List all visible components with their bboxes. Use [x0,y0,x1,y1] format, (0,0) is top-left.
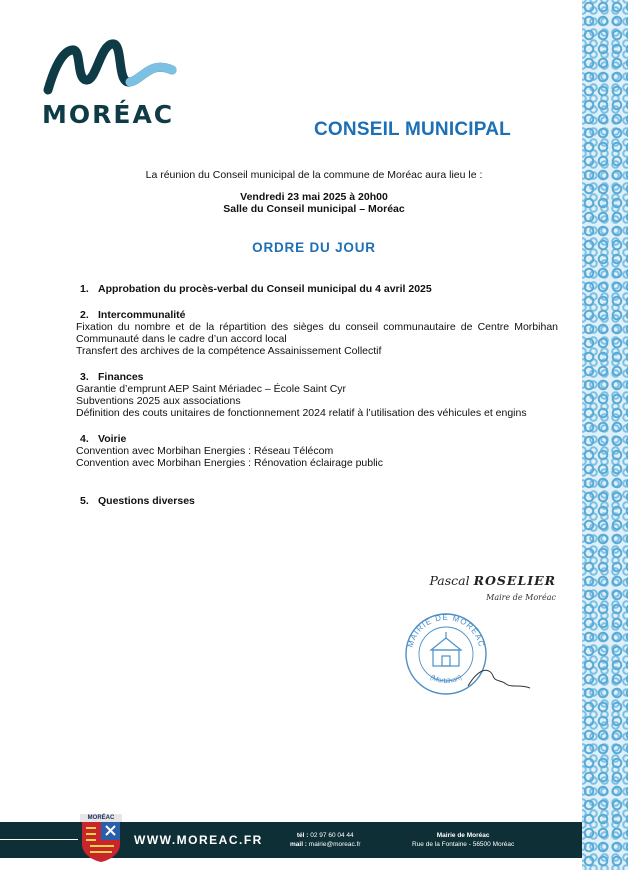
section-number: 1. [80,283,89,295]
agenda-item: Transfert des archives de la compétence Assainissement Collectif [76,345,382,357]
coat-of-arms [80,814,122,862]
mairie-info [412,831,514,849]
section-title-text: Voirie [98,433,127,445]
official-stamp [398,606,548,702]
section-number: 2. [80,309,89,321]
agenda-item: Définition des couts unitaires de fonctionnement 2024 relatif à l’utilisation des véhicules et engins [76,407,527,419]
stamp-bottom-text: (Morbihan) [428,674,464,686]
tel-label: tél : [296,832,309,839]
section-title-text: Questions diverses [98,495,195,507]
footer [0,815,582,858]
mairie-title: Mairie de Moréac [436,832,490,839]
agenda-list [76,283,558,507]
agenda-section-title [76,495,558,507]
agenda-section-title [76,433,558,445]
logo-wave-icon [42,38,177,96]
footer-divider [0,839,78,840]
agenda-item: Convention avec Morbihan Energies : Réseau Télécom [76,445,334,457]
page-title: CONSEIL MUNICIPAL [314,119,511,140]
agenda-section-3 [76,371,558,419]
agenda-section-2 [76,309,558,357]
agenda-section-title [76,371,558,383]
agenda-section-1 [76,283,558,295]
section-number: 4. [80,433,89,445]
stamp-top-text: MAIRIE DE MORÉAC [405,612,487,649]
meeting-place: Salle du Conseil municipal – Moréac [223,203,405,215]
agenda-section-4 [76,433,558,469]
website-link[interactable]: WWW.MOREAC.FR [134,833,263,847]
section-number: 5. [80,495,89,507]
mairie-address: Rue de la Fontaine - 56500 Moréac [412,841,515,848]
agenda-item: Subventions 2025 aux associations [76,395,241,407]
agenda-section-title [76,283,558,295]
crest-label: MORÉAC [80,814,122,822]
agenda-item: Fixation du nombre et de la répartition des sièges du conseil communautaire de Centre Morbihan Communauté dans le cadre d’un accord local [76,321,558,345]
section-title-text: Approbation du procès-verbal du Conseil municipal du 4 avril 2025 [98,283,432,295]
agenda-heading: ORDRE DU JOUR [252,240,376,255]
contact-info [290,831,361,849]
mail-label: mail : [290,841,307,848]
signatory-first-name: Pascal [429,573,470,588]
signatory-role: Maire de Moréac [486,593,556,602]
decorative-pattern-border [582,0,628,870]
town-hall-icon [431,632,461,666]
email-address[interactable]: mairie@moreac.fr [308,841,361,848]
section-title-text: Intercommunalité [98,309,186,321]
logo-text: MORÉAC [42,100,175,129]
agenda-section-title [76,309,558,321]
intro-text: La réunion du Conseil municipal de la commune de Moréac aura lieu le : [145,169,483,181]
section-number: 3. [80,371,89,383]
agenda-section-5 [76,495,558,507]
agenda-item: Convention avec Morbihan Energies : Rénovation éclairage public [76,457,384,469]
phone-number: 02 97 60 04 44 [310,832,354,839]
signatory-name [429,573,556,588]
meeting-date: Vendredi 23 mai 2025 à 20h00 [240,191,388,203]
crest-shield-icon [80,822,122,862]
section-title-text: Finances [98,371,144,383]
signatory-last-name: ROSELIER [473,573,556,588]
moreac-logo [42,38,177,129]
agenda-item: Garantie d’emprunt AEP Saint Mériadec – École Saint Cyr [76,383,347,395]
